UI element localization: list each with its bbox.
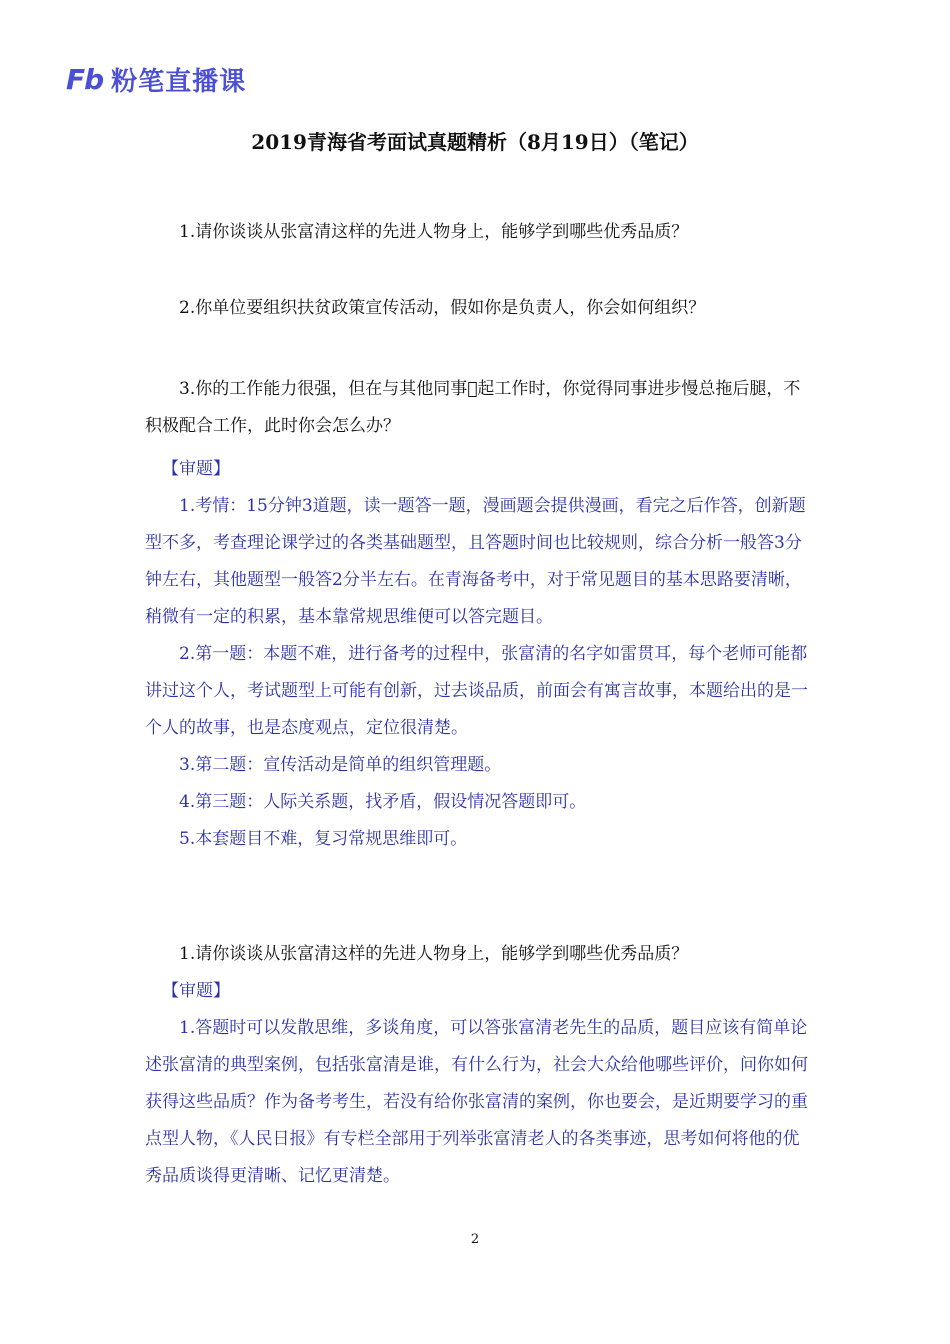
question-text: 1.请你谈谈从张富清这样的先进人物身上，能够学到哪些优秀品质？ — [179, 222, 689, 242]
review-item: 2.第一题：本题不难，进行备考的过程中，张富清的名字如雷贯耳，每个老师可能都讲过这个人，考试题型上可能有创新，过去谈品质，前面会有寓言故事，本题给出的是一个人的故事，也是态度观点，定位很清楚。 — [145, 644, 808, 738]
review-tag: 【审题】 — [162, 981, 230, 1001]
fb-logo-icon: Fb — [66, 62, 104, 96]
question-2 — [145, 290, 810, 327]
document-title: 2019青海省考面试真题精析（8月19日）（笔记） — [251, 130, 699, 154]
review-item: 4.第三题：人际关系题，找矛盾，假设情况答题即可。 — [179, 792, 587, 812]
question-3 — [145, 371, 810, 445]
page-number: 2 — [470, 1232, 480, 1247]
review-item: 3.第二题：宣传活动是简单的组织管理题。 — [179, 755, 502, 775]
question-1-analysis — [145, 936, 810, 1195]
review-item: 1.答题时可以发散思维，多谈角度，可以答张富清老先生的品质，题目应该有简单论述张富清的典型案例，包括张富清是谁，有什么行为，社会大众给他哪些评价，问你如何获得这些品质？作为备考考生，若没有给你张富清的案例，你也要会，是近期要学习的重点型人物，《人民日报》有专栏全部用于列举张富清老人的各类事迹，思考如何将他的优秀品质谈得更清晰、记忆更清楚。 — [145, 1018, 808, 1186]
review-item: 5.本套题目不难，复习常规思维即可。 — [179, 829, 468, 849]
review-tag: 【审题】 — [162, 459, 230, 479]
question-1 — [145, 214, 810, 251]
question-text: 3.你的工作能力很强，但在与其他同事􏰀起工作时，你觉得同事进步慢总拖后腿，不积极配合工作，此时你会怎么办？ — [145, 379, 801, 436]
question-text: 1.请你谈谈从张富清这样的先进人物身上，能够学到哪些优秀品质？ — [179, 944, 689, 964]
review-item: 1.考情：15分钟3道题，读一题答一题，漫画题会提供漫画，看完之后作答，创新题型不多，考查理论课学过的各类基础题型，且答题时间也比较规则，综合分析一般答3分钟左右，其他题型一般答2分半左右。在青海备考中，对于常见题目的基本思路要清晰，稍微有一定的积累，基本靠常规思维便可以答完题目。 — [145, 496, 806, 627]
brand-logo — [66, 62, 246, 96]
question-text: 2.你单位要组织扶贫政策宣传活动，假如你是负责人，你会如何组织？ — [179, 298, 706, 318]
brand-name: 粉笔直播课 — [111, 66, 247, 97]
review-section-1 — [145, 451, 810, 858]
